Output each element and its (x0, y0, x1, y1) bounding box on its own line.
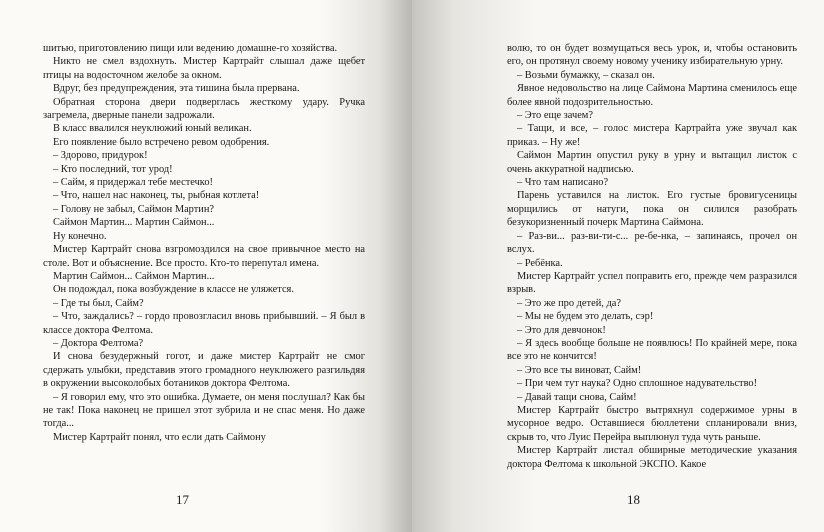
paragraph: Его появление было встречено ревом одобрения. (53, 136, 270, 148)
paragraph: шитью, приготовлению пищи или ведению домашне-го хозяйства. (43, 43, 338, 54)
paragraph: И снова безудержный гогот, и даже мистер Картрайт не смог сдержать улыбки, представив этого громадного неуклюжего разгильдяя в окружении высоколобых ботаников доктора Фелтома. (43, 351, 365, 390)
paragraph: Парень уставился на листок. Его густые бровигусеницы морщились от натуги, пока он силился разобрать безукоризненный почерк Мартина Саймона. (507, 190, 797, 229)
paragraph: – Это же про детей, да? (517, 297, 621, 309)
page-number: 18 (627, 492, 640, 507)
paragraph: – Возьми бумажку, – сказал он. (517, 69, 655, 81)
paragraph: – Здорово, придурок! (53, 150, 148, 162)
paragraph: Мистер Картрайт понял, что если дать Саймону (53, 431, 266, 443)
page-number: 17 (176, 492, 189, 507)
paragraph: Мистер Картрайт снова взгромоздился на свое привычное место на столе. Вот и объяснение. Все просто. Кто-то перепутал имена. (43, 244, 365, 269)
paragraph: – Давай тащи снова, Сайм! (517, 391, 637, 403)
paragraph: – Что там написано? (517, 177, 609, 189)
paragraph: – Голову не забыл, Саймон Мартин? (53, 203, 215, 215)
paragraph: – Это все ты виноват, Сайм! (517, 364, 642, 376)
right-page-text (507, 42, 797, 471)
paragraph: Мистер Картрайт листал обширные методические указания доктора Фелтома к школьной ЭКСПО. Какое (507, 445, 797, 470)
paragraph: – Раз-ви... раз-ви-ти-с... ре-бе-нка, – запинаясь, прочел он вслух. (507, 230, 797, 256)
paragraph: Мистер Картрайт быстро вытряхнул содержимое урны в мусорное ведро. Оставшиеся бюллетени спланировали вниз, скрыв то, что Луис Перейра выплюнул туда чуть раньше. (507, 404, 797, 443)
paragraph: – Это еще зачем? (517, 110, 593, 122)
paragraph: Обратная сторона двери подверглась жесткому удару. Ручка загремела, дверные панели задрожали. (43, 96, 365, 122)
right-page (412, 0, 824, 532)
paragraph: Саймон Мартин опустил руку в урну и вытащил листок с очень аккуратной надписью. (507, 150, 797, 175)
paragraph: Вдруг, без предупреждения, эта тишина была прервана. (53, 83, 300, 95)
paragraph: – Тащи, и все, – голос мистера Картрайта уже звучал как приказ. – Ну же! (507, 123, 797, 148)
paragraph: – Мы не будем это делать, сэр! (517, 311, 654, 323)
paragraph: – Кто последний, тот урод! (53, 163, 173, 175)
paragraph: В класс ввалился неуклюжий юный великан. (53, 123, 252, 135)
left-page-text (43, 42, 365, 444)
paragraph: Явное недовольство на лице Саймона Мартина сменилось еще более явной подозрительностью. (507, 83, 797, 108)
paragraph: – При чем тут наука? Одно сплошное надувательство! (517, 378, 758, 390)
paragraph: – Я говорил ему, что это ошибка. Думаете, он меня послушал? Как бы не так! Пока наконец не пришел этот зубрила и не спас меня. Но даже тогда... (43, 391, 365, 430)
paragraph: Мистер Картрайт успел поправить его, прежде чем разразился взрыв. (507, 270, 797, 296)
paragraph: Никто не смел вздохнуть. Мистер Картрайт слышал даже щебет птицы на водосточном желобе за окном. (43, 56, 365, 81)
paragraph: Он подождал, пока возбуждение в классе не уляжется. (53, 284, 294, 296)
paragraph: – Это для девчонок! (517, 324, 606, 336)
paragraph: – Что, заждались? – гордо провозгласил вновь прибывший. – Я был в классе доктора Фелтома. (43, 311, 365, 336)
paragraph: Саймон Мартин... Мартин Саймон... (53, 217, 215, 229)
paragraph: волю, то он будет возмущаться весь урок, и, чтобы остановить его, он протянул своему новому ученику избирательную урну. (507, 43, 797, 68)
paragraph: Ну конечно. (53, 230, 107, 242)
paragraph: – Что, нашел нас наконец, ты, рыбная котлета! (53, 190, 260, 202)
paragraph: Мартин Саймон... Саймон Мартин... (53, 270, 215, 282)
paragraph: – Доктора Фелтома? (53, 337, 144, 349)
paragraph: – Я здесь вообще больше не появлюсь! По крайней мере, пока все это не кончится! (507, 337, 797, 363)
paragraph: – Сайм, я придержал тебе местечко! (53, 177, 213, 189)
paragraph: – Ребёнка. (517, 257, 563, 269)
paragraph: – Где ты был, Сайм? (53, 297, 144, 309)
